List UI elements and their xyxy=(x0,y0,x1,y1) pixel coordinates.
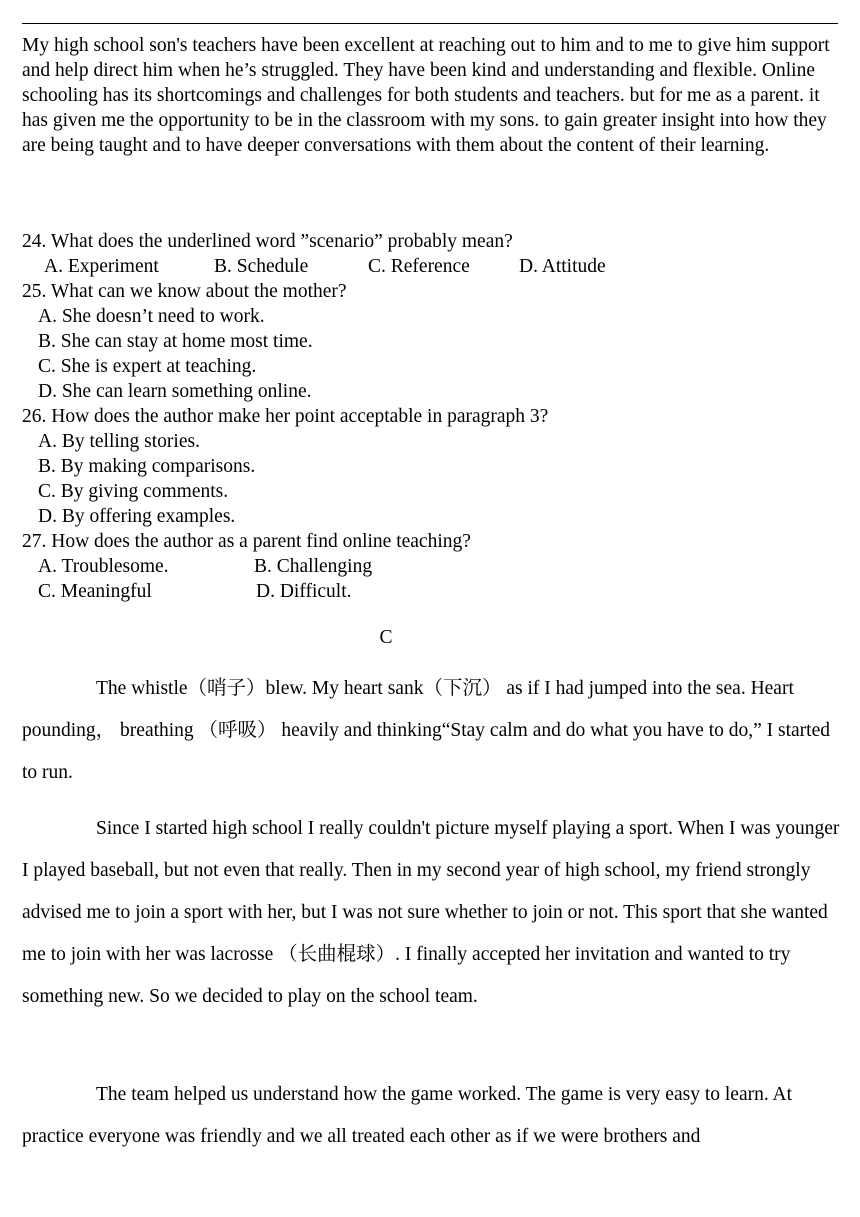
question-25-option-a: A. She doesn’t need to work. xyxy=(38,306,265,327)
question-27-options-row-1 xyxy=(22,554,840,579)
passage-paragraph-3-text: The team helped us understand how the game worked. The game is very easy to learn. At practice everyone was friendly and we all treated each other as if we were brothers and xyxy=(22,1084,793,1147)
question-24-option-c: C. Reference xyxy=(368,256,470,277)
question-26-option-b: B. By making comparisons. xyxy=(38,456,256,477)
top-divider-line xyxy=(22,23,838,24)
question-24-option-b: B. Schedule xyxy=(214,256,309,277)
passage-paragraph-2 xyxy=(22,808,844,1018)
passage-paragraph-2-text: Since I started high school I really couldn't picture myself playing a sport. When I was younger I played baseball, but not even that really. Then in my second year of high school, my friend strongly advised me to join a sport with her, but I was not sure whether to join or not. This sport that she wanted me to join with her was lacrosse （长曲棍球）. I finally accepted her invitation and wanted to try something new. So we decided to play on the school team. xyxy=(22,818,840,1007)
section-heading: C xyxy=(379,627,393,648)
question-26-option-c: C. By giving comments. xyxy=(38,481,229,502)
question-26-stem: 26. How does the author make her point acceptable in paragraph 3? xyxy=(22,406,549,427)
passage-paragraph-3 xyxy=(22,1074,844,1158)
question-26-option-d: D. By offering examples. xyxy=(38,506,236,527)
question-27-options-row-2 xyxy=(22,579,840,604)
intro-paragraph: My high school son's teachers have been excellent at reaching out to him and to me to give him support and help direct him when he’s struggled. They have been kind and understanding and flexible. Online schooling has its shortcomings and challenges for both students and teachers. but for me as a parent. it has given me the opportunity to be in the classroom with my sons. to gain greater insight into how they are being taught and to have deeper conversations with them about the content of their learning. xyxy=(22,35,830,156)
question-24-stem: 24. What does the underlined word ”scenario” probably mean? xyxy=(22,231,513,252)
question-25-option-c: C. She is expert at teaching. xyxy=(38,356,257,377)
question-25-option-d: D. She can learn something online. xyxy=(38,381,312,402)
question-25-option-b: B. She can stay at home most time. xyxy=(38,331,313,352)
question-27-option-a: A. Troublesome. xyxy=(38,556,169,577)
question-27-option-b: B. Challenging xyxy=(254,556,373,577)
question-27-stem: 27. How does the author as a parent find online teaching? xyxy=(22,531,471,552)
question-27-option-c: C. Meaningful xyxy=(38,581,152,602)
question-list xyxy=(22,229,840,604)
question-26-option-a: A. By telling stories. xyxy=(38,431,200,452)
question-25-stem: 25. What can we know about the mother? xyxy=(22,281,347,302)
question-24-options xyxy=(22,254,840,279)
passage-paragraph-1-text: The whistle（哨子）blew. My heart sank（下沉） as if I had jumped into the sea. Heart pounding， breathing （呼吸） heavily and thinking“Stay calm and do what you have to do,” I started to run. xyxy=(22,678,830,783)
passage-paragraph-1 xyxy=(22,668,844,794)
question-27-option-d: D. Difficult. xyxy=(256,581,352,602)
question-24-option-d: D. Attitude xyxy=(519,256,606,277)
question-24-option-a: A. Experiment xyxy=(44,256,159,277)
